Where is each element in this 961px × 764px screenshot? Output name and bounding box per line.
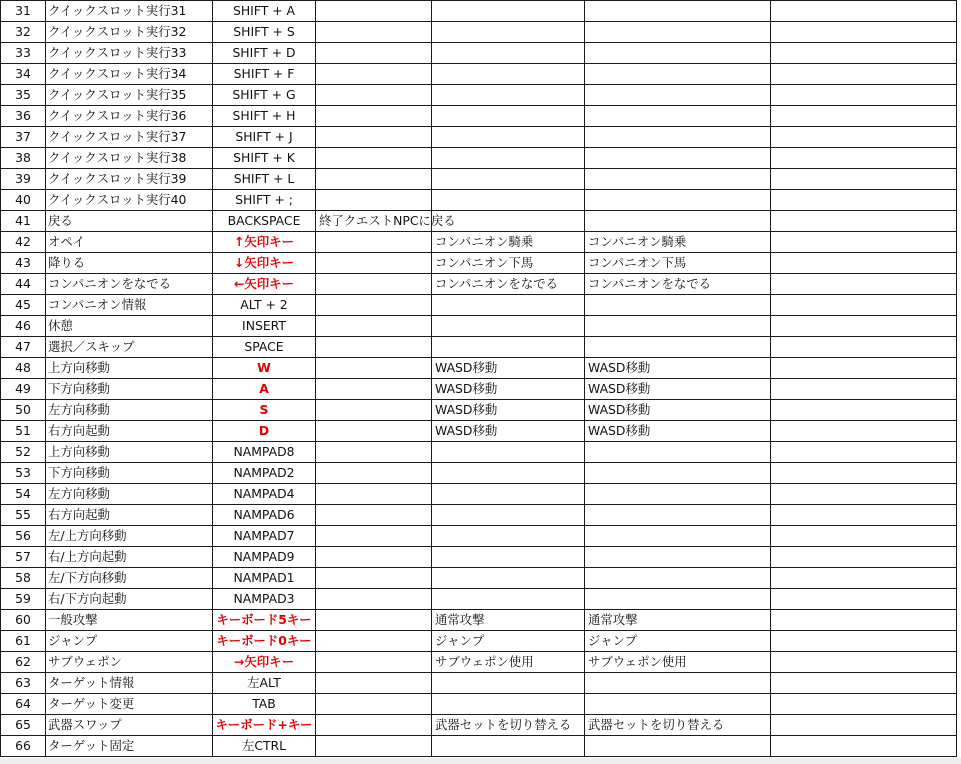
- table-row: [1, 421, 957, 442]
- note-cell[interactable]: [316, 127, 432, 148]
- key-binding-cell[interactable]: SHIFT + J: [213, 127, 316, 148]
- function-alt-cell[interactable]: WASD移動: [585, 358, 771, 379]
- note-cell[interactable]: [316, 358, 432, 379]
- key-binding-cell[interactable]: SHIFT + F: [213, 64, 316, 85]
- row-number-cell[interactable]: 42: [1, 232, 46, 253]
- function-cell[interactable]: WASD移動: [432, 379, 585, 400]
- note-cell[interactable]: [316, 526, 432, 547]
- empty-cell[interactable]: [771, 190, 957, 211]
- note-cell[interactable]: [316, 274, 432, 295]
- function-alt-cell[interactable]: [585, 442, 771, 463]
- row-number-cell[interactable]: 50: [1, 400, 46, 421]
- note-cell[interactable]: [316, 715, 432, 736]
- row-number-cell[interactable]: 66: [1, 736, 46, 757]
- function-cell[interactable]: [432, 1, 585, 22]
- note-cell[interactable]: 終了クエストNPCに戻る: [316, 211, 432, 232]
- key-binding-cell[interactable]: SPACE: [213, 337, 316, 358]
- empty-cell[interactable]: [771, 610, 957, 631]
- empty-cell[interactable]: [771, 295, 957, 316]
- function-cell[interactable]: [432, 127, 585, 148]
- row-number-cell[interactable]: 33: [1, 43, 46, 64]
- row-number-cell[interactable]: 47: [1, 337, 46, 358]
- action-name-cell[interactable]: クイックスロット実行33: [46, 43, 213, 64]
- function-cell[interactable]: 通常攻撃: [432, 610, 585, 631]
- empty-cell[interactable]: [771, 64, 957, 85]
- empty-cell[interactable]: [771, 232, 957, 253]
- function-alt-cell[interactable]: [585, 22, 771, 43]
- function-cell[interactable]: [432, 442, 585, 463]
- action-name-cell[interactable]: 上方向移動: [46, 358, 213, 379]
- key-binding-cell[interactable]: NAMPAD3: [213, 589, 316, 610]
- key-binding-cell[interactable]: SHIFT + K: [213, 148, 316, 169]
- table-row: [1, 1, 957, 22]
- function-alt-cell[interactable]: WASD移動: [585, 379, 771, 400]
- table-row: [1, 316, 957, 337]
- empty-cell[interactable]: [771, 211, 957, 232]
- action-name-cell[interactable]: クイックスロット実行38: [46, 148, 213, 169]
- key-binding-cell[interactable]: NAMPAD4: [213, 484, 316, 505]
- empty-cell[interactable]: [771, 169, 957, 190]
- table-row: [1, 190, 957, 211]
- function-alt-cell[interactable]: [585, 526, 771, 547]
- key-binding-cell[interactable]: SHIFT + H: [213, 106, 316, 127]
- table-row: [1, 631, 957, 652]
- empty-cell[interactable]: [771, 148, 957, 169]
- action-name-cell[interactable]: クイックスロット実行35: [46, 85, 213, 106]
- row-number-cell[interactable]: 38: [1, 148, 46, 169]
- function-alt-cell[interactable]: [585, 547, 771, 568]
- action-name-cell[interactable]: 左方向移動: [46, 400, 213, 421]
- function-cell[interactable]: [432, 64, 585, 85]
- key-binding-cell[interactable]: ↑矢印キー: [213, 232, 316, 253]
- table-row: [1, 295, 957, 316]
- note-cell[interactable]: [316, 106, 432, 127]
- action-name-cell[interactable]: クイックスロット実行37: [46, 127, 213, 148]
- key-binding-cell[interactable]: S: [213, 400, 316, 421]
- note-cell[interactable]: [316, 43, 432, 64]
- key-binding-cell[interactable]: NAMPAD9: [213, 547, 316, 568]
- function-cell[interactable]: [432, 526, 585, 547]
- row-number-cell[interactable]: 52: [1, 442, 46, 463]
- key-binding-cell[interactable]: SHIFT + A: [213, 1, 316, 22]
- action-name-cell[interactable]: 下方向移動: [46, 463, 213, 484]
- table-row: [1, 694, 957, 715]
- function-alt-cell[interactable]: [585, 673, 771, 694]
- sheet-bottom-edge: [0, 758, 961, 764]
- row-number-cell[interactable]: 64: [1, 694, 46, 715]
- row-number-cell[interactable]: 54: [1, 484, 46, 505]
- note-cell[interactable]: [316, 169, 432, 190]
- function-cell[interactable]: [432, 673, 585, 694]
- action-name-cell[interactable]: 右方向起動: [46, 505, 213, 526]
- function-alt-cell[interactable]: [585, 148, 771, 169]
- table-row: [1, 169, 957, 190]
- function-cell[interactable]: [432, 589, 585, 610]
- action-name-cell[interactable]: 下方向移動: [46, 379, 213, 400]
- table-row: [1, 22, 957, 43]
- table-row: [1, 358, 957, 379]
- row-number-cell[interactable]: 60: [1, 610, 46, 631]
- empty-cell[interactable]: [771, 316, 957, 337]
- empty-cell[interactable]: [771, 526, 957, 547]
- action-name-cell[interactable]: 上方向移動: [46, 442, 213, 463]
- table-row: [1, 442, 957, 463]
- action-name-cell[interactable]: コンパニオンをなでる: [46, 274, 213, 295]
- function-alt-cell[interactable]: [585, 736, 771, 757]
- note-cell[interactable]: [316, 736, 432, 757]
- note-cell[interactable]: [316, 484, 432, 505]
- empty-cell[interactable]: [771, 442, 957, 463]
- key-binding-cell[interactable]: 左ALT: [213, 673, 316, 694]
- action-name-cell[interactable]: 武器スワップ: [46, 715, 213, 736]
- note-cell[interactable]: [316, 505, 432, 526]
- row-number-cell[interactable]: 55: [1, 505, 46, 526]
- note-cell[interactable]: [316, 673, 432, 694]
- note-cell[interactable]: [316, 316, 432, 337]
- function-cell[interactable]: [432, 505, 585, 526]
- row-number-cell[interactable]: 32: [1, 22, 46, 43]
- row-number-cell[interactable]: 31: [1, 1, 46, 22]
- empty-cell[interactable]: [771, 127, 957, 148]
- row-number-cell[interactable]: 34: [1, 64, 46, 85]
- note-cell[interactable]: [316, 1, 432, 22]
- key-binding-cell[interactable]: キーボード0キー: [213, 631, 316, 652]
- key-binding-cell[interactable]: →矢印キー: [213, 652, 316, 673]
- row-number-cell[interactable]: 56: [1, 526, 46, 547]
- action-name-cell[interactable]: ターゲット変更: [46, 694, 213, 715]
- table-row: [1, 568, 957, 589]
- note-cell[interactable]: [316, 610, 432, 631]
- function-alt-cell[interactable]: [585, 190, 771, 211]
- function-cell[interactable]: コンパニオンをなでる: [432, 274, 585, 295]
- function-alt-cell[interactable]: 武器セットを切り替える: [585, 715, 771, 736]
- function-alt-cell[interactable]: コンパニオンをなでる: [585, 274, 771, 295]
- note-cell[interactable]: [316, 400, 432, 421]
- row-number-cell[interactable]: 53: [1, 463, 46, 484]
- table-row: [1, 253, 957, 274]
- table-row: [1, 43, 957, 64]
- key-binding-cell[interactable]: SHIFT + G: [213, 85, 316, 106]
- row-number-cell[interactable]: 40: [1, 190, 46, 211]
- action-name-cell[interactable]: 左/上方向移動: [46, 526, 213, 547]
- action-name-cell[interactable]: 右/下方向起動: [46, 589, 213, 610]
- empty-cell[interactable]: [771, 736, 957, 757]
- key-binding-cell[interactable]: INSERT: [213, 316, 316, 337]
- empty-cell[interactable]: [771, 337, 957, 358]
- row-number-cell[interactable]: 35: [1, 85, 46, 106]
- function-cell[interactable]: ジャンプ: [432, 631, 585, 652]
- function-cell[interactable]: [432, 85, 585, 106]
- function-alt-cell[interactable]: [585, 316, 771, 337]
- function-alt-cell[interactable]: [585, 211, 771, 232]
- note-cell[interactable]: [316, 379, 432, 400]
- key-binding-cell[interactable]: SHIFT + L: [213, 169, 316, 190]
- empty-cell[interactable]: [771, 715, 957, 736]
- function-alt-cell[interactable]: [585, 589, 771, 610]
- action-name-cell[interactable]: コンパニオン情報: [46, 295, 213, 316]
- action-name-cell[interactable]: ターゲット情報: [46, 673, 213, 694]
- table-row: [1, 484, 957, 505]
- empty-cell[interactable]: [771, 1, 957, 22]
- key-binding-cell[interactable]: NAMPAD1: [213, 568, 316, 589]
- table-row: [1, 463, 957, 484]
- row-number-cell[interactable]: 65: [1, 715, 46, 736]
- row-number-cell[interactable]: 61: [1, 631, 46, 652]
- row-number-cell[interactable]: 59: [1, 589, 46, 610]
- table-row: [1, 505, 957, 526]
- table-row: [1, 64, 957, 85]
- function-alt-cell[interactable]: [585, 694, 771, 715]
- function-alt-cell[interactable]: [585, 463, 771, 484]
- function-alt-cell[interactable]: [585, 43, 771, 64]
- function-cell[interactable]: コンパニオン下馬: [432, 253, 585, 274]
- note-cell[interactable]: [316, 22, 432, 43]
- function-cell[interactable]: [432, 547, 585, 568]
- function-cell[interactable]: [432, 568, 585, 589]
- row-number-cell[interactable]: 49: [1, 379, 46, 400]
- row-number-cell[interactable]: 39: [1, 169, 46, 190]
- function-alt-cell[interactable]: コンパニオン下馬: [585, 253, 771, 274]
- table-row: [1, 211, 957, 232]
- note-cell[interactable]: [316, 421, 432, 442]
- note-cell[interactable]: [316, 85, 432, 106]
- key-binding-cell[interactable]: ALT + 2: [213, 295, 316, 316]
- row-number-cell[interactable]: 41: [1, 211, 46, 232]
- action-name-cell[interactable]: 選択／スキップ: [46, 337, 213, 358]
- function-cell[interactable]: [432, 694, 585, 715]
- note-cell[interactable]: [316, 190, 432, 211]
- key-binding-cell[interactable]: キーボード+キー: [213, 715, 316, 736]
- note-cell[interactable]: [316, 652, 432, 673]
- table-row: [1, 232, 957, 253]
- note-cell[interactable]: [316, 64, 432, 85]
- function-alt-cell[interactable]: ジャンプ: [585, 631, 771, 652]
- key-binding-cell[interactable]: NAMPAD2: [213, 463, 316, 484]
- function-cell[interactable]: [432, 316, 585, 337]
- table-row: [1, 85, 957, 106]
- function-cell[interactable]: [432, 295, 585, 316]
- key-binding-cell[interactable]: SHIFT + S: [213, 22, 316, 43]
- row-number-cell[interactable]: 45: [1, 295, 46, 316]
- empty-cell[interactable]: [771, 547, 957, 568]
- note-cell[interactable]: [316, 442, 432, 463]
- key-binding-cell[interactable]: BACKSPACE: [213, 211, 316, 232]
- table-row: [1, 148, 957, 169]
- table-row: [1, 337, 957, 358]
- row-number-cell[interactable]: 62: [1, 652, 46, 673]
- action-name-cell[interactable]: 左/下方向移動: [46, 568, 213, 589]
- function-alt-cell[interactable]: [585, 1, 771, 22]
- function-cell[interactable]: [432, 736, 585, 757]
- function-alt-cell[interactable]: [585, 64, 771, 85]
- empty-cell[interactable]: [771, 421, 957, 442]
- key-binding-cell[interactable]: ↓矢印キー: [213, 253, 316, 274]
- function-cell[interactable]: [432, 169, 585, 190]
- key-binding-cell[interactable]: A: [213, 379, 316, 400]
- function-cell[interactable]: [432, 43, 585, 64]
- function-cell[interactable]: [432, 106, 585, 127]
- function-alt-cell[interactable]: [585, 85, 771, 106]
- table-row: [1, 127, 957, 148]
- row-number-cell[interactable]: 36: [1, 106, 46, 127]
- empty-cell[interactable]: [771, 22, 957, 43]
- table-row: [1, 547, 957, 568]
- empty-cell[interactable]: [771, 253, 957, 274]
- key-binding-cell[interactable]: W: [213, 358, 316, 379]
- function-cell[interactable]: WASD移動: [432, 358, 585, 379]
- table-row: [1, 715, 957, 736]
- action-name-cell[interactable]: クイックスロット実行34: [46, 64, 213, 85]
- action-name-cell[interactable]: クイックスロット実行39: [46, 169, 213, 190]
- empty-cell[interactable]: [771, 568, 957, 589]
- note-cell[interactable]: [316, 547, 432, 568]
- note-cell[interactable]: [316, 568, 432, 589]
- action-name-cell[interactable]: 戻る: [46, 211, 213, 232]
- table-row: [1, 736, 957, 757]
- empty-cell[interactable]: [771, 505, 957, 526]
- key-binding-cell[interactable]: ←矢印キー: [213, 274, 316, 295]
- table-row: [1, 400, 957, 421]
- function-alt-cell[interactable]: [585, 484, 771, 505]
- action-name-cell[interactable]: 降りる: [46, 253, 213, 274]
- table-row: [1, 274, 957, 295]
- empty-cell[interactable]: [771, 673, 957, 694]
- note-cell[interactable]: [316, 253, 432, 274]
- row-number-cell[interactable]: 48: [1, 358, 46, 379]
- empty-cell[interactable]: [771, 106, 957, 127]
- key-binding-cell[interactable]: NAMPAD6: [213, 505, 316, 526]
- function-alt-cell[interactable]: [585, 568, 771, 589]
- function-alt-cell[interactable]: サブウェポン使用: [585, 652, 771, 673]
- empty-cell[interactable]: [771, 379, 957, 400]
- function-cell[interactable]: WASD移動: [432, 400, 585, 421]
- function-alt-cell[interactable]: [585, 169, 771, 190]
- empty-cell[interactable]: [771, 85, 957, 106]
- action-name-cell[interactable]: 一般攻撃: [46, 610, 213, 631]
- row-number-cell[interactable]: 63: [1, 673, 46, 694]
- empty-cell[interactable]: [771, 631, 957, 652]
- action-name-cell[interactable]: 左方向移動: [46, 484, 213, 505]
- function-cell[interactable]: [432, 463, 585, 484]
- empty-cell[interactable]: [771, 358, 957, 379]
- action-name-cell[interactable]: クイックスロット実行40: [46, 190, 213, 211]
- key-binding-cell[interactable]: NAMPAD7: [213, 526, 316, 547]
- function-alt-cell[interactable]: [585, 106, 771, 127]
- table-row: [1, 673, 957, 694]
- empty-cell[interactable]: [771, 589, 957, 610]
- note-cell[interactable]: [316, 631, 432, 652]
- empty-cell[interactable]: [771, 652, 957, 673]
- function-cell[interactable]: サブウェポン使用: [432, 652, 585, 673]
- row-number-cell[interactable]: 57: [1, 547, 46, 568]
- note-cell[interactable]: [316, 337, 432, 358]
- empty-cell[interactable]: [771, 400, 957, 421]
- table-row: [1, 652, 957, 673]
- row-number-cell[interactable]: 58: [1, 568, 46, 589]
- empty-cell[interactable]: [771, 463, 957, 484]
- key-binding-cell[interactable]: NAMPAD8: [213, 442, 316, 463]
- row-number-cell[interactable]: 37: [1, 127, 46, 148]
- table-row: [1, 589, 957, 610]
- row-number-cell[interactable]: 51: [1, 421, 46, 442]
- function-cell[interactable]: [432, 22, 585, 43]
- note-cell[interactable]: [316, 295, 432, 316]
- row-number-cell[interactable]: 43: [1, 253, 46, 274]
- empty-cell[interactable]: [771, 43, 957, 64]
- function-cell[interactable]: [432, 190, 585, 211]
- empty-cell[interactable]: [771, 484, 957, 505]
- row-number-cell[interactable]: 44: [1, 274, 46, 295]
- note-cell[interactable]: [316, 694, 432, 715]
- key-binding-cell[interactable]: TAB: [213, 694, 316, 715]
- action-name-cell[interactable]: ジャンプ: [46, 631, 213, 652]
- function-alt-cell[interactable]: [585, 127, 771, 148]
- table-row: [1, 526, 957, 547]
- function-cell[interactable]: [432, 337, 585, 358]
- note-cell[interactable]: [316, 232, 432, 253]
- action-name-cell[interactable]: 右/上方向起動: [46, 547, 213, 568]
- function-cell[interactable]: [432, 484, 585, 505]
- function-alt-cell[interactable]: コンパニオン騎乗: [585, 232, 771, 253]
- action-name-cell[interactable]: 右方向起動: [46, 421, 213, 442]
- function-alt-cell[interactable]: [585, 505, 771, 526]
- note-cell[interactable]: [316, 463, 432, 484]
- table-row: [1, 379, 957, 400]
- action-name-cell[interactable]: クイックスロット実行32: [46, 22, 213, 43]
- table-row: [1, 610, 957, 631]
- function-alt-cell[interactable]: 通常攻撃: [585, 610, 771, 631]
- note-cell[interactable]: [316, 148, 432, 169]
- action-name-cell[interactable]: クイックスロット実行36: [46, 106, 213, 127]
- key-binding-cell[interactable]: SHIFT + D: [213, 43, 316, 64]
- function-alt-cell[interactable]: [585, 295, 771, 316]
- empty-cell[interactable]: [771, 694, 957, 715]
- action-name-cell[interactable]: サブウェポン: [46, 652, 213, 673]
- empty-cell[interactable]: [771, 274, 957, 295]
- function-cell[interactable]: [432, 148, 585, 169]
- key-binding-cell[interactable]: SHIFT + ;: [213, 190, 316, 211]
- key-binding-cell[interactable]: キーボード5キー: [213, 610, 316, 631]
- action-name-cell[interactable]: オペイ: [46, 232, 213, 253]
- function-cell[interactable]: コンパニオン騎乗: [432, 232, 585, 253]
- function-alt-cell[interactable]: WASD移動: [585, 400, 771, 421]
- function-alt-cell[interactable]: WASD移動: [585, 421, 771, 442]
- row-number-cell[interactable]: 46: [1, 316, 46, 337]
- action-name-cell[interactable]: クイックスロット実行31: [46, 1, 213, 22]
- action-name-cell[interactable]: ターゲット固定: [46, 736, 213, 757]
- key-binding-cell[interactable]: 左CTRL: [213, 736, 316, 757]
- table-row: [1, 106, 957, 127]
- key-binding-cell[interactable]: D: [213, 421, 316, 442]
- function-alt-cell[interactable]: [585, 337, 771, 358]
- function-cell[interactable]: 武器セットを切り替える: [432, 715, 585, 736]
- note-cell[interactable]: [316, 589, 432, 610]
- action-name-cell[interactable]: 休憩: [46, 316, 213, 337]
- function-cell[interactable]: WASD移動: [432, 421, 585, 442]
